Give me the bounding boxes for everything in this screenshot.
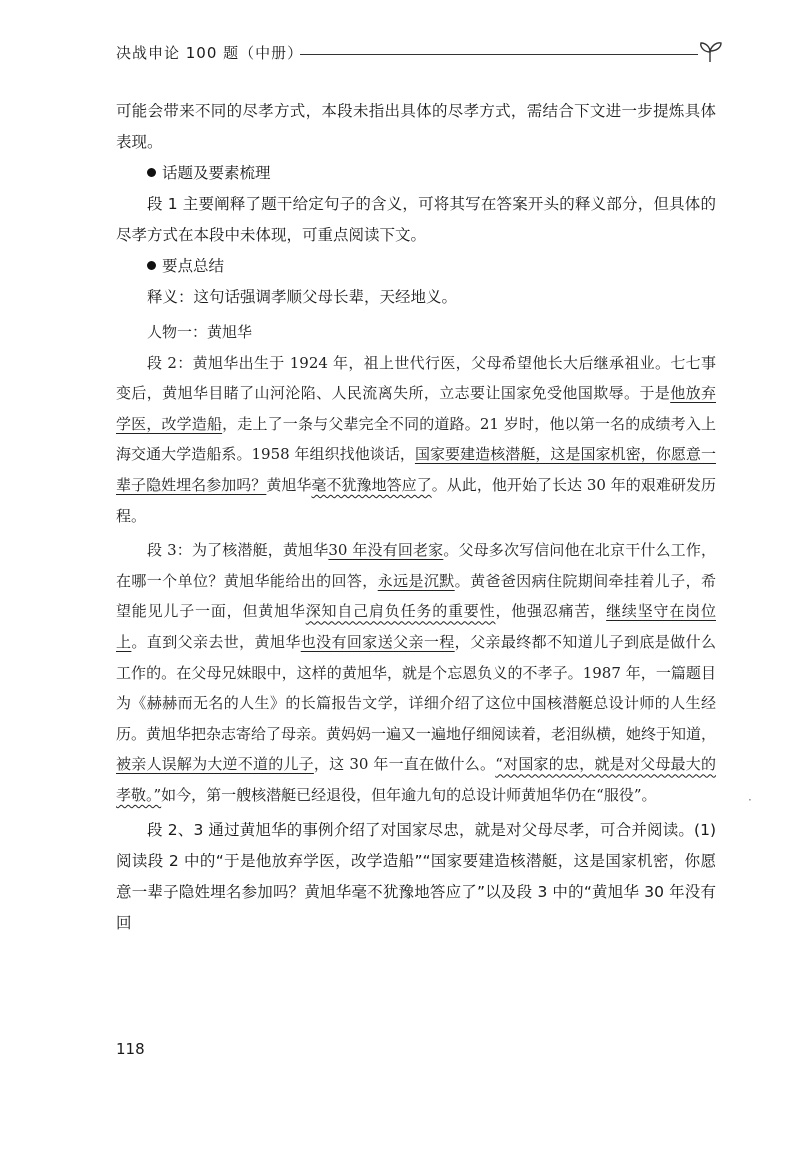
topic-text: 段 1 主要阐释了题干给定句子的含义，可将其写在答案开头的释义部分，但具体的尽孝方式在本段中未体现，可重点阅读下文。 — [116, 195, 716, 244]
bullet-icon — [147, 168, 156, 177]
intro-paragraph: 可能会带来不同的尽孝方式，本段未指出具体的尽孝方式，需结合下文进一步提炼具体表现。 — [116, 102, 716, 151]
analysis-paragraph: 段 2、3 通过黄旭华的事例介绍了对国家尽忠，就是对父母尽孝，可合并阅读。(1) 阅读段 2 中的“于是他放弃学医，改学造船”“国家要建造核潜艇，这是国家机密，你愿意一辈子隐姓埋名参加吗？黄旭华毫不犹豫地答应了”以及段 3 中的“黄旭华 30 年没有回 — [116, 820, 716, 932]
topic-heading: 话题及要素梳理 — [116, 158, 716, 189]
running-header — [0, 38, 800, 68]
page-body — [116, 96, 716, 939]
header-rule — [300, 54, 698, 55]
margin-mark: · — [748, 793, 752, 807]
material-paragraph-2: 段 2：黄旭华出生于 1924 年，祖上世代行医，父母希望他长大后继承祖业。七七事变后，黄旭华目睹了山河沦陷、人民流离失所，立志要让国家免受他国欺辱。于是他放弃学医，改学造船，走上了一条与父辈完全不同的道路。21 岁时，他以第一名的成绩考入上海交通大学造船系。1958 年组织找他谈话，国家要建造核潜艇，这是国家机密，你愿意一辈子隐姓埋名参加吗？黄旭华毫不犹豫地答应了。从此，他开始了长达 30 年的艰难研发历程。 — [116, 353, 716, 525]
page-number: 118 — [116, 1040, 145, 1058]
sprout-icon — [697, 38, 723, 64]
summary-heading: 要点总结 — [116, 251, 716, 282]
bullet-icon — [147, 261, 156, 270]
person-label: 人物一：黄旭华 — [147, 323, 253, 341]
material-paragraph-3: 段 3：为了核潜艇，黄旭华30 年没有回老家。父母多次写信问他在北京干什么工作，在哪一个单位？黄旭华能给出的回答，永远是沉默。黄爸爸因病住院期间牵挂着儿子，希望能见儿子一面，但黄旭华深知自己肩负任务的重要性，他强忍痛苦，继续坚守在岗位上。直到父亲去世，黄旭华也没有回家送父亲一程，父亲最终都不知道儿子到底是做什么工作的。在父母兄妹眼中，这样的黄旭华，就是个忘恩负义的不孝子。1987 年，一篇题目为《赫赫而无名的人生》的长篇报告文学，详细介绍了这位中国核潜艇总设计师的人生经历。黄旭华把杂志寄给了母亲。黄妈妈一遍又一遍地仔细阅读着，老泪纵横，她终于知道，被亲人误解为大逆不道的儿子，这 30 年一直在做什么。“对国家的忠，就是对父母最大的孝敬。”如今，第一艘核潜艇已经退役，但年逾九旬的总设计师黄旭华仍在“服役”。 — [116, 541, 717, 804]
summary-text: 释义：这句话强调孝顺父母长辈，天经地义。 — [147, 288, 458, 306]
book-title: 决战申论 100 题（中册） — [116, 44, 304, 62]
